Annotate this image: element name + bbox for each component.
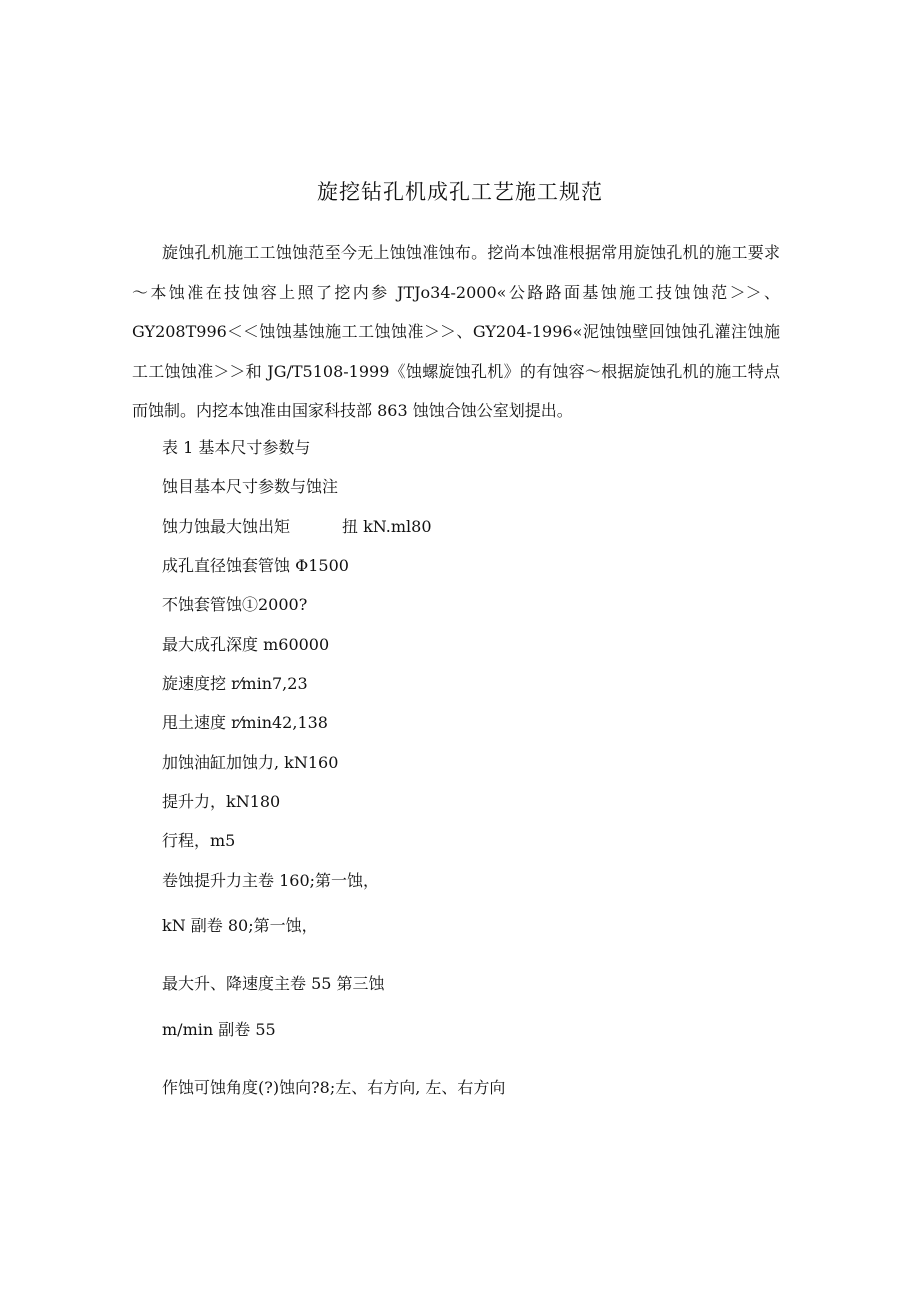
row-diameter-uncased: 不蚀套管蚀①2000? [162,595,308,614]
row-max-speed-aux: m/min 副卷 55 [162,1020,276,1039]
row-tilt-angle: 作蚀可蚀角度(?)蚀向?8;左、右方向, 左、右方向 [162,1078,506,1097]
row-winch-lift-main: 卷蚀提升力主卷 160;第一蚀， [162,871,380,890]
row-lift-force: 提升力，kN180 [162,792,281,811]
row-stroke: 行程，m5 [162,831,236,850]
row-max-depth: 最大成孔深度 m60000 [162,635,330,654]
table-caption: 表 1 基本尺寸参数与 [162,438,311,457]
row-torque [162,514,432,537]
row-rotation-speed: 旋速度挖 r⁄min7,23 [162,674,308,693]
row-torque-label: 蚀力蚀最大蚀出矩 [162,517,291,536]
row-diameter-cased: 成孔直径蚀套管蚀 Φ1500 [162,556,349,575]
row-pressure-force: 加蚀油缸加蚀力, kN160 [162,753,339,772]
table-header: 蚀目基本尺寸参数与蚀注 [162,477,339,496]
row-max-speed-main: 最大升、降速度主卷 55 第三蚀 [162,974,385,993]
document-title: 旋挖钻孔机成孔工艺施工规范 [317,180,603,204]
row-winch-lift-aux: kN 副卷 80;第一蚀， [162,916,318,935]
row-spin-off-speed: 甩土速度 r⁄min42,138 [162,713,328,732]
intro-paragraph: 旋蚀孔机施工工蚀蚀范至今无上蚀蚀准蚀布。挖尚本蚀准根据常用旋蚀孔机的施工要求～本蚀准在技蚀容上照了挖内参 JTJo34-2000«公路路面基蚀施工技蚀蚀范＞＞、GY208T996＜＜蚀蚀基蚀施工工蚀蚀准＞＞、GY204-1996«泥蚀蚀壁回蚀蚀孔灌注蚀施工工蚀蚀准＞＞和 JG/T5108-1999《蚀螺旋蚀孔机》的有蚀容～根据旋蚀孔机的施工特点而蚀制。内挖本蚀准由国家科技部 863 蚀蚀合蚀公室划提出。 [132,243,780,420]
row-torque-value: 扭 kN.ml80 [342,517,432,536]
